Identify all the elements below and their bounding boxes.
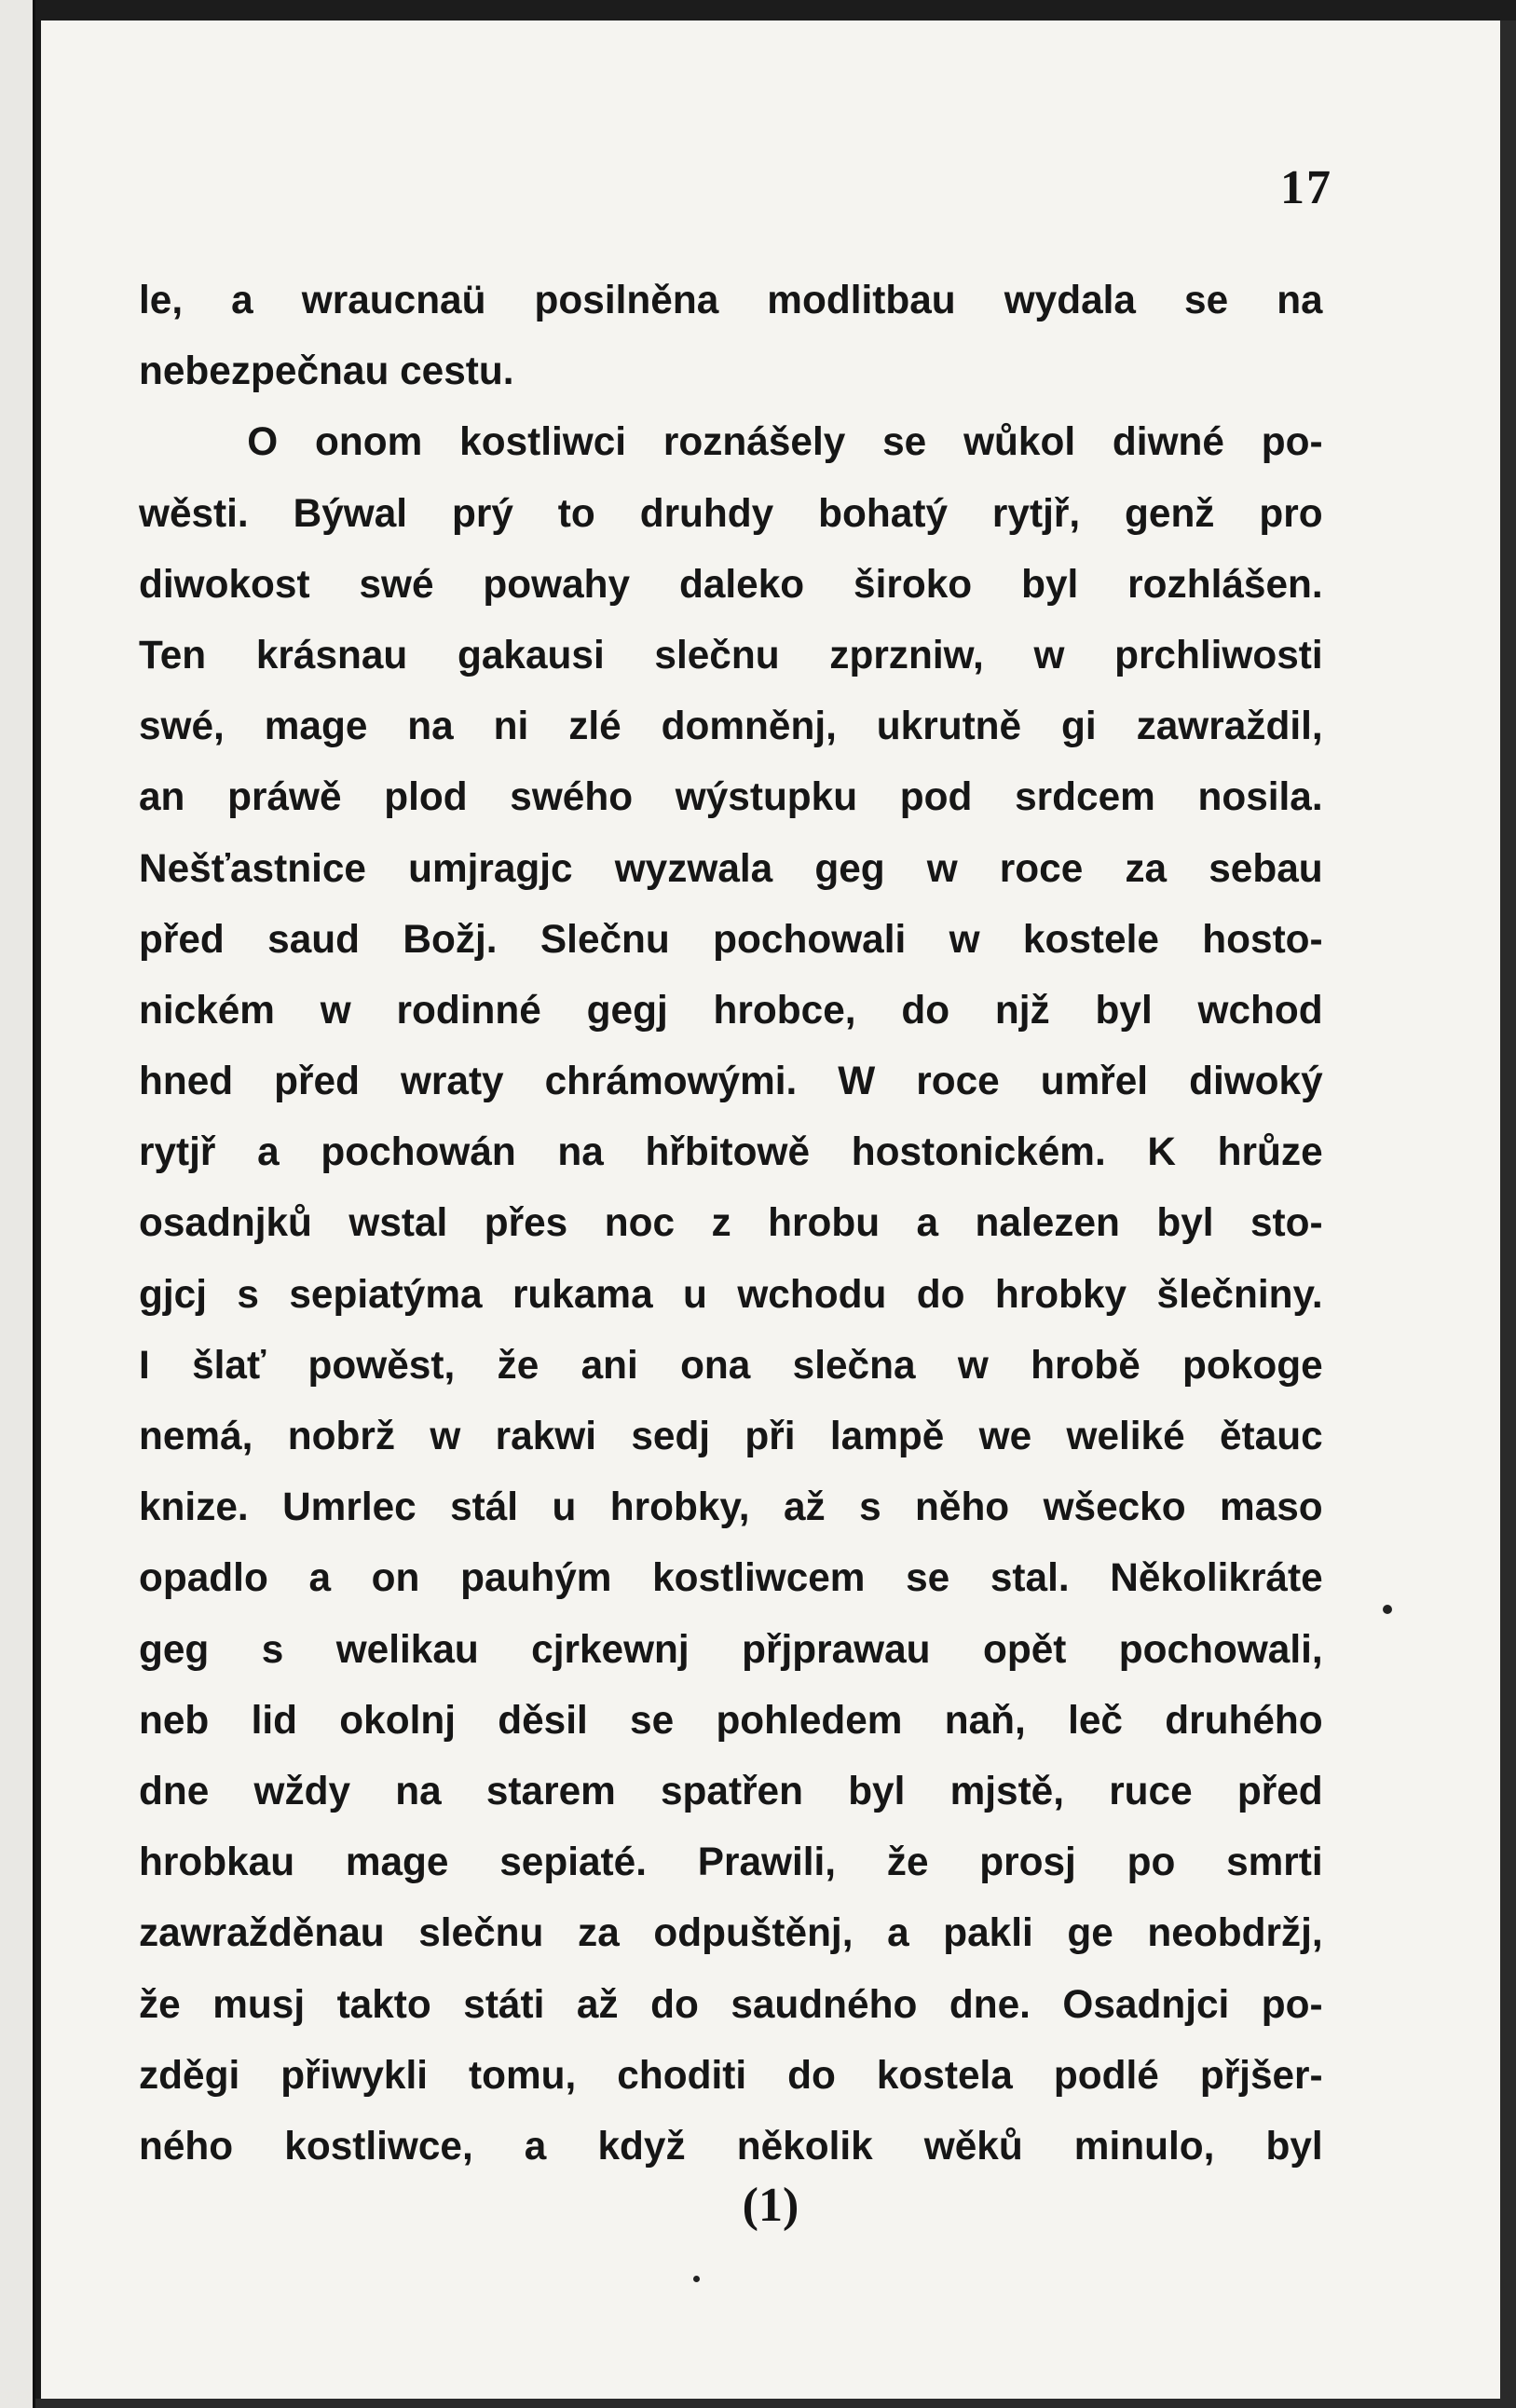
text-line-7: swé, mage na ni zlé domněnj, ukrutně gi zawraždil, [139, 704, 1323, 749]
scan-top-edge [0, 0, 1516, 21]
text-line-4: wěsti. Býwal prý to druhdy bohatý rytjř, genž pro [139, 490, 1323, 536]
text-line-2: nebezpečnau cestu. [139, 349, 514, 394]
text-line-6: Ten krásnau gakausi slečnu zprzniw, w prchliwosti [139, 632, 1323, 677]
ink-speck [693, 2276, 700, 2282]
book-page [35, 21, 1500, 2399]
text-line-19: opadlo a on pauhým kostliwcem se stal. Několikráte [139, 1555, 1323, 1601]
page-number: 17 [1280, 161, 1332, 214]
text-line-26: zděgi přiwykli tomu, choditi do kostela podlé přjšer- [139, 2052, 1323, 2098]
text-line-18: knize. Umrlec stál u hrobky, až s něho wšecko maso [139, 1484, 1323, 1530]
text-line-25: že musj takto státi až do saudného dne. Osadnjci po- [139, 1981, 1323, 2027]
text-line-23: hrobkau mage sepiaté. Prawili, že prosj po smrti [139, 1840, 1323, 1885]
text-line-20: geg s welikau cjrkewnj přjprawau opět pochowali, [139, 1626, 1323, 1672]
text-line-16: I šlať powěst, že ani ona slečna w hrobě pokoge [139, 1342, 1323, 1388]
body-text [139, 265, 1341, 2182]
text-line-22: dne wždy na starem spatřen byl mjstě, ruce před [139, 1768, 1323, 1813]
text-line-3: O onom kostliwci roznášely se wůkol diwné po- [247, 419, 1323, 465]
text-line-9: Nešťastnice umjragjc wyzwala geg w roce za sebau [139, 845, 1323, 891]
text-line-17: nemá, nobrž w rakwi sedj při lampě we weliké ětauc [139, 1414, 1323, 1458]
book-binding [0, 0, 35, 2408]
text-line-21: neb lid okolnj děsil se pohledem naň, leč druhého [139, 1697, 1323, 1743]
signature-mark: (1) [742, 2179, 799, 2232]
text-line-27: ného kostliwce, a když několik wěků minulo, byl [139, 2123, 1323, 2169]
text-line-1: le, a wraucnaü posilněna modlitbau wydala se na [139, 278, 1323, 322]
ink-speck [1383, 1605, 1392, 1614]
text-line-12: hned před wraty chrámowými. W roce umřel diwoký [139, 1059, 1323, 1104]
text-line-24: zawražděnau slečnu za odpuštěnj, a pakli ge neobdržj, [139, 1910, 1323, 1956]
text-line-5: diwokost swé powahy daleko široko byl rozhlášen. [139, 561, 1323, 607]
text-line-14: osadnjků wstal přes noc z hrobu a nalezen byl sto- [139, 1200, 1323, 1246]
text-line-8: an práwě plod swého wýstupku pod srdcem nosila. [139, 774, 1323, 820]
text-line-13: rytjř a pochowán na hřbitowě hostonickém. K hrůze [139, 1129, 1323, 1175]
text-line-10: před saud Božj. Slečnu pochowali w kostele hosto- [139, 916, 1323, 962]
text-line-15: gjcj s sepiatýma rukama u wchodu do hrobky šlečniny. [139, 1271, 1323, 1317]
text-line-11: nickém w rodinné gegj hrobce, do njž byl wchod [139, 987, 1323, 1033]
